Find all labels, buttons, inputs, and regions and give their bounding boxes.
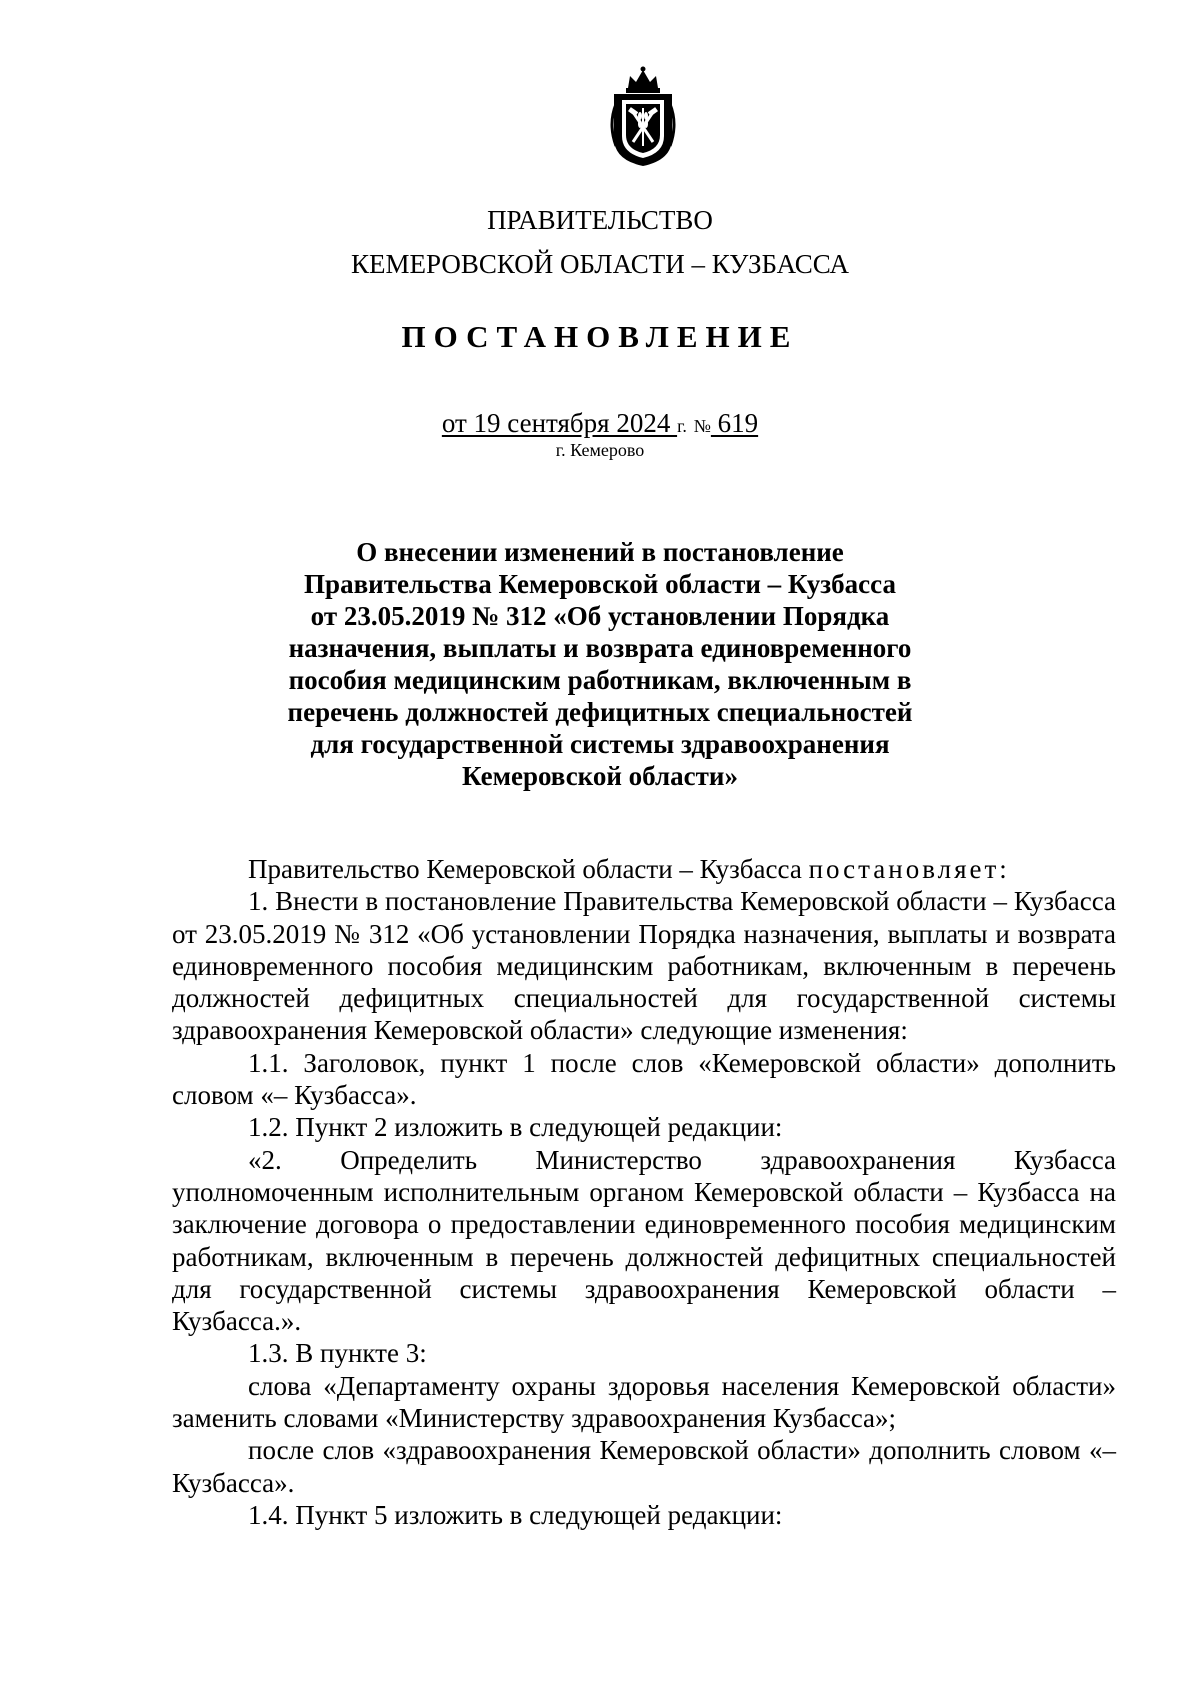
- paragraph-1-3-a: слова «Департаменту охраны здоровья населения Кемеровской области» заменить словами «Министерству здравоохранения Кузбасса»;: [172, 1370, 1116, 1434]
- title-line: от 23.05.2019 № 312 «Об установлении Порядка: [310, 601, 890, 631]
- title-line: перечень должностей дефицитных специальностей: [287, 697, 913, 727]
- paragraph-1-2-quote: «2. Определить Министерство здравоохранения Кузбасса уполномоченным исполнительным органом Кемеровской области – Кузбасса на заключение договора о предоставлении единовременного пособия медицинским работникам, включенным в перечень должностей дефицитных специальностей для государственной системы здравоохранения Кемеровской области – Кузбасса.».: [172, 1144, 1116, 1337]
- document-number: 619: [710, 408, 759, 438]
- paragraph-1-2: 1.2. Пункт 2 изложить в следующей редакции:: [248, 1112, 783, 1143]
- document-date: от 19 сентября 2024: [441, 408, 678, 438]
- document-title: [0, 536, 1200, 792]
- paragraph-1-3-b: после слов «здравоохранения Кемеровской области» дополнить словом «– Кузбасса».: [172, 1435, 1116, 1498]
- preamble-spaced-word: постановляет:: [808, 854, 1010, 884]
- title-line: пособия медицинским работникам, включенным в: [288, 665, 912, 695]
- paragraph-1-4: 1.4. Пункт 5 изложить в следующей редакции:: [248, 1499, 783, 1530]
- paragraph-1-3: 1.3. В пункте 3:: [248, 1338, 427, 1369]
- title-line: Правительства Кемеровской области – Кузбасса: [304, 569, 896, 599]
- government-name-line2: КЕМЕРОВСКОЙ ОБЛАСТИ – КУЗБАССА: [351, 249, 849, 279]
- city-name: г. Кемерово: [555, 440, 645, 460]
- preamble-text: Правительство Кемеровской области – Кузбасса: [248, 854, 809, 884]
- year-suffix: г.: [677, 416, 687, 436]
- number-sign: №: [693, 416, 711, 436]
- government-name-line1: ПРАВИТЕЛЬСТВО: [487, 205, 713, 235]
- kemerovo-coat-of-arms-icon: [606, 64, 680, 168]
- preamble-paragraph: [172, 853, 1116, 885]
- document-body: [172, 853, 1116, 1531]
- paragraph-1: 1. Внести в постановление Правительства Кемеровской области – Кузбасса от 23.05.2019 № 312 «Об установлении Порядка назначения, выплаты и возврата единовременного пособия медицинским работникам, включенным в перечень должностей дефицитных специальностей для государственной системы здравоохранения Кемеровской области» следующие изменения:: [172, 886, 1116, 1046]
- paragraph-1-1: 1.1. Заголовок, пункт 1 после слов «Кемеровской области» дополнить словом «– Кузбасса».: [172, 1047, 1116, 1111]
- title-line: для государственной системы здравоохранения: [310, 729, 890, 759]
- title-line: Кемеровской области»: [462, 761, 738, 791]
- title-line: О внесении изменений в постановление: [356, 537, 844, 567]
- title-line: назначения, выплаты и возврата единовременного: [288, 633, 912, 663]
- date-number-line: [0, 407, 1200, 442]
- document-type-heading: ПОСТАНОВЛЕНИЕ: [401, 319, 799, 354]
